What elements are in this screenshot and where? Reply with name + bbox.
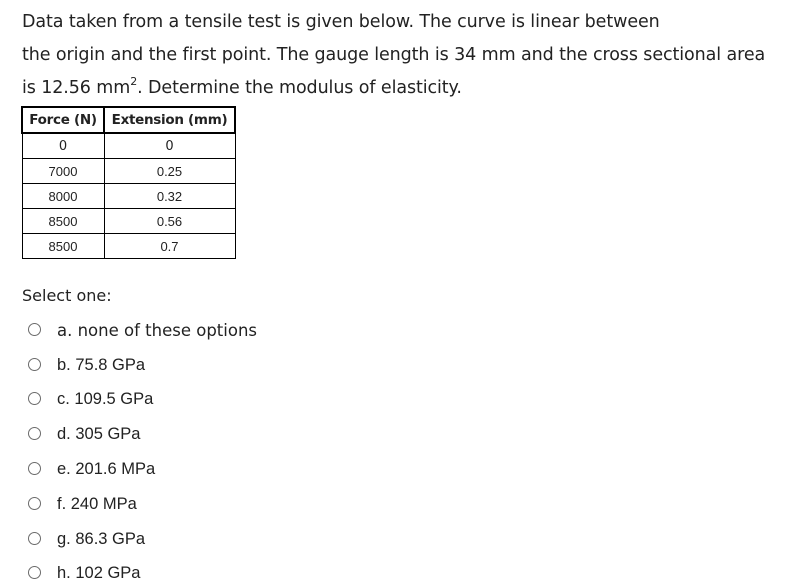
option-e-label[interactable]: e. 201.6 MPa (57, 460, 156, 479)
option-g[interactable] (28, 522, 257, 557)
option-a[interactable] (28, 313, 257, 348)
option-f[interactable] (28, 487, 257, 522)
table-cell-force: 0 (22, 133, 104, 159)
table-row (22, 209, 235, 234)
option-a-label[interactable]: a. none of these options (57, 320, 257, 340)
radio-button-c[interactable] (28, 392, 41, 405)
radio-button-e[interactable] (28, 462, 41, 475)
radio-button-a[interactable] (28, 323, 41, 336)
table-cell-extension: 0.7 (104, 234, 235, 259)
table-row (22, 184, 235, 209)
option-c-label[interactable]: c. 109.5 GPa (57, 390, 154, 409)
radio-button-h[interactable] (28, 566, 41, 579)
question-line-2: the origin and the first point. The gauge length is 34 mm and the cross sectional area (22, 45, 766, 65)
table-cell-force: 8000 (22, 184, 104, 209)
option-h[interactable] (28, 557, 257, 588)
tensile-data-table (21, 106, 236, 259)
table-cell-force: 7000 (22, 159, 104, 184)
option-g-label[interactable]: g. 86.3 GPa (57, 529, 146, 548)
question-line-3 (22, 72, 792, 105)
question-line-3-prefix: is 12.56 mm (22, 78, 131, 98)
question-line-1: Data taken from a tensile test is given below. The curve is linear between (22, 12, 660, 32)
answer-options (28, 313, 257, 588)
area-unit-superscript: 2 (130, 75, 138, 89)
option-f-label[interactable]: f. 240 MPa (57, 494, 137, 513)
table-row (22, 159, 235, 184)
radio-button-f[interactable] (28, 497, 41, 510)
table-cell-extension: 0.25 (104, 159, 235, 184)
option-c[interactable] (28, 383, 257, 418)
table-row (22, 133, 235, 159)
table-cell-extension: 0.56 (104, 209, 235, 234)
radio-button-b[interactable] (28, 358, 41, 371)
radio-button-d[interactable] (28, 427, 41, 440)
question-line-3-suffix: . Determine the modulus of elasticity. (137, 78, 462, 98)
table-cell-force: 8500 (22, 209, 104, 234)
table-cell-extension: 0 (104, 133, 235, 159)
option-b[interactable] (28, 348, 257, 383)
radio-button-g[interactable] (28, 532, 41, 545)
column-header-force: Force (N) (22, 107, 104, 133)
select-one-label: Select one: (22, 286, 112, 305)
option-h-label[interactable]: h. 102 GPa (57, 564, 141, 583)
option-d-label[interactable]: d. 305 GPa (57, 425, 141, 444)
table-cell-extension: 0.32 (104, 184, 235, 209)
table-header-row (22, 107, 235, 133)
option-d[interactable] (28, 417, 257, 452)
table-row (22, 234, 235, 259)
column-header-extension: Extension (mm) (104, 107, 235, 133)
table-cell-force: 8500 (22, 234, 104, 259)
option-e[interactable] (28, 452, 257, 487)
question-text (22, 6, 792, 105)
option-b-label[interactable]: b. 75.8 GPa (57, 355, 146, 374)
